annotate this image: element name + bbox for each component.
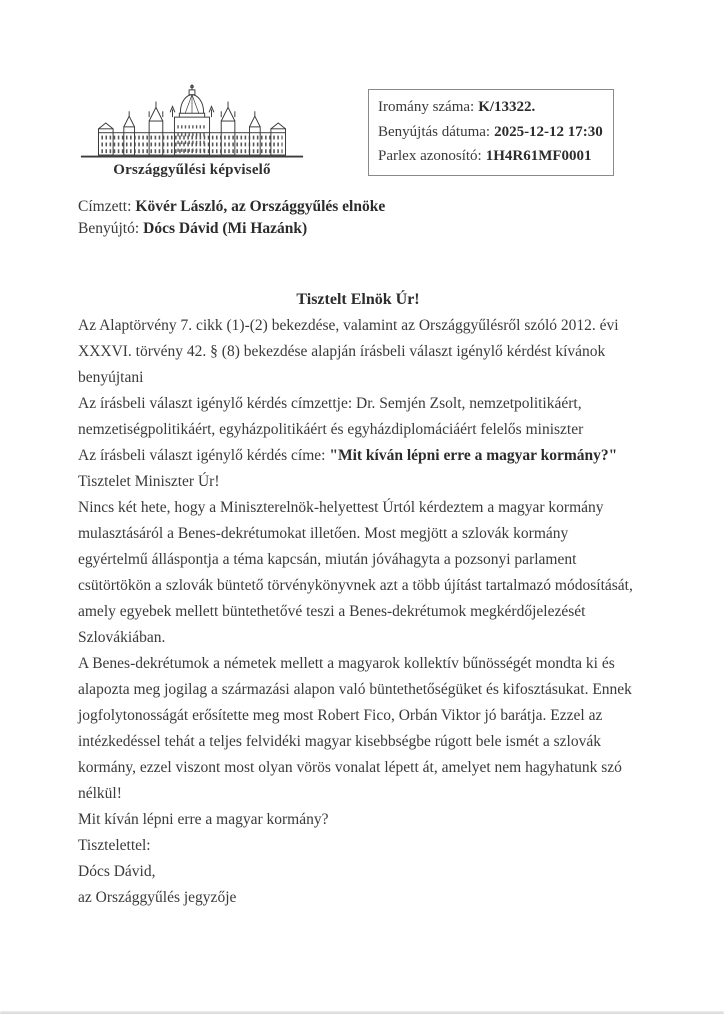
recipient-value: Dócs Dávid (Mi Hazánk) [143,220,308,237]
signature-name: Dócs Dávid, [78,863,156,880]
recipient-label: Címzett: [78,198,132,215]
info-row-document-number [378,95,604,120]
info-label: Benyújtás dátuma: [378,123,491,140]
closing-question: Mit kíván lépni erre a magyar kormány? [78,811,329,828]
recipient-row-submitter [78,218,638,240]
info-label: Parlex azonosító: [378,148,482,164]
salutation-minister: Tisztelet Miniszter Úr! [78,473,220,490]
info-value: 1H4R61MF0001 [485,148,592,164]
closing-regards: Tisztelettel: [78,837,151,854]
info-row-parlex-id [378,144,604,169]
info-value: 2025-12-12 17:30 [494,123,603,140]
salutation-president: Tisztelt Elnök Úr! [296,291,420,308]
recipient-label: Benyújtó: [78,220,140,237]
body-paragraph: A Benes-dekrétumok a németek mellett a magyarok kollektív bűnösségét mondta ki és alapozta meg jogilag a származási alapon való büntethetőségüket és kifosztásukat. Ennek jogfolytonosságát erősítette meg most Robert Fico, Orbán Viktor jó barátja. Ezzel az intézkedéssel tehát a teljes felvidéki magyar kisebbségbe rúgott bele ismét a szlovák kormány, ezzel viszont most olyan vörös vonalat lépett át, amelyet nem hagyhatunk szó nélkül! [78,655,632,802]
recipient-row-addressee [78,196,638,218]
document-info-box [368,89,614,176]
info-row-submission-date [378,120,604,145]
recipient-value: Kövér László, az Országgyűlés elnöke [135,198,386,215]
letter-body [78,287,638,911]
question-title: "Mit kíván lépni erre a magyar kormány?" [329,447,618,464]
info-label: Iromány száma: [378,99,475,115]
recipients-block [78,196,638,240]
parliament-building-icon [79,84,305,160]
signature-role: az Országgyűlés jegyzője [78,889,237,906]
logo-caption: Országgyűlési képviselő [113,162,271,178]
info-value: K/13322. [478,99,536,115]
question-title-line [78,443,638,469]
paragraph-legal-basis: Az Alaptörvény 7. cikk (1)-(2) bekezdése, valamint az Országgyűlésről szóló 2012. évi XXXVI. törvény 42. § (8) bekezdése alapján írásbeli választ igénylő kérdést kívánok benyújtani [78,317,619,386]
paragraph-question-addressee: Az írásbeli választ igénylő kérdés címzettje: Dr. Semjén Zsolt, nemzetpolitikáért, nemzetiségpolitikáért, egyházpolitikáért és egyházdiplomáciáért felelős miniszter [78,395,584,438]
body-paragraph: Nincs két hete, hogy a Miniszterelnök-helyettest Úrtól kérdeztem a magyar kormány mulasztásáról a Benes-dekrétumokat illetően. Most megjött a szlovák kormány egyértelmű álláspontja a téma kapcsán, miután jóváhagyta a pozsonyi parlament csütörtökön a szlovák büntető törvénykönyvnek azt a több újítást tartalmazó módosítását, amely egyebek mellett büntethetővé teszi a Benes-dekrétumok megkérdőjelezését Szlovákiában. [78,499,633,646]
page-bottom-edge [0,1011,724,1014]
parliament-logo [78,84,306,179]
question-title-label: Az írásbeli választ igénylő kérdés címe: [78,447,330,464]
